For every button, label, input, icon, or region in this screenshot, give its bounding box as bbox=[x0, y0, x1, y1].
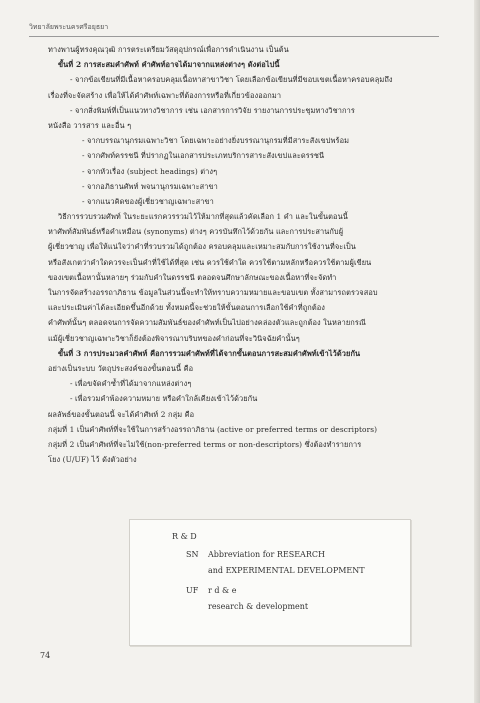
scope-note-tag: SN bbox=[186, 550, 199, 559]
bullet-line: - จากแนวคิดของผู้เชี่ยวชาญเฉพาะสาขา bbox=[82, 196, 214, 206]
running-header bbox=[29, 22, 439, 37]
text-line: วิธีการรวบรวมศัพท์ ในระยะแรกควรรวมไว้ให้มากที่สุดแล้วคัดเลือก 1 คำ และในขั้นตอนนี้ bbox=[58, 212, 348, 222]
text-line: ผลลัพธ์ของขั้นตอนนี้ จะได้คำศัพท์ 2 กลุ่ม คือ bbox=[48, 409, 195, 419]
text-line: อย่างเป็นระบบ วัตถุประสงค์ของขั้นตอนนี้ คือ bbox=[48, 363, 194, 373]
used-for-term: r d & e bbox=[208, 586, 237, 595]
text-line: โยง (U/UF) ไว้ ดังตัวอย่าง bbox=[48, 455, 137, 465]
text-line: และประเมินค่าได้ละเอียดขึ้นอีกด้วย ทั้งหมดนี้จะช่วยให้ขั้นตอนการเลือกใช้คำที่ถูกต้อง bbox=[48, 303, 325, 313]
step-heading: ขั้นที่ 3 การประมวลคำศัพท์ คือการรวมคำศัพท์ที่ได้จากขั้นตอนการสะสมคำศัพท์เข้าไว้ด้วยกัน bbox=[58, 348, 361, 358]
used-for-term: research & development bbox=[208, 602, 309, 611]
example-term: R & D bbox=[172, 532, 197, 541]
text-line: เรื่องที่จะจัดสร้าง เพื่อให้ได้คำศัพท์เฉพาะที่ต้องการหรือที่เกี่ยวข้องออกมา bbox=[48, 90, 282, 100]
bullet-line: - จากหัวเรื่อง (subject headings) ต่างๆ bbox=[82, 166, 218, 176]
page-number: 74 bbox=[40, 651, 51, 660]
page-edge-shadow bbox=[474, 0, 480, 703]
text-line: คำศัพท์นั้นๆ ตลอดจนการจัดความสัมพันธ์ของคำศัพท์เป็นไปอย่างคล่องตัวและถูกต้อง ในหลายกรณี bbox=[48, 318, 366, 328]
bullet-line: - จากอภิธานศัพท์ พจนานุกรมเฉพาะสาขา bbox=[82, 181, 218, 191]
step-heading: ขั้นที่ 2 การสะสมคำศัพท์ คำศัพท์อาจได้มาจากแหล่งต่างๆ ดังต่อไปนี้ bbox=[58, 60, 280, 70]
text-line: หนังสือ วารสาร และอื่น ๆ bbox=[48, 120, 132, 130]
scope-note-line: Abbreviation for RESEARCH bbox=[208, 550, 325, 559]
text-line: แม้ผู้เชี่ยวชาญเฉพาะวิชาก็ยังต้องพิจารณาบริบทของคำก่อนที่จะวินิจฉัยคำนั้นๆ bbox=[48, 333, 300, 343]
bullet-line: - จากสิ่งพิมพ์ที่เป็นแนวทางวิชาการ เช่น เอกสารการวิจัย รายงานการประชุมทางวิชาการ bbox=[70, 105, 355, 115]
text-line: กลุ่มที่ 2 เป็นคำศัพท์ที่จะไม่ใช้(non-preferred terms or non-descriptors) ซึ่งต้องทำรายการ bbox=[48, 439, 362, 449]
bullet-line: - จากบรรณานุกรมเฉพาะวิชา โดยเฉพาะอย่างยิ่งบรรณานุกรมที่มีสาระสังเขปพร้อม bbox=[82, 136, 350, 146]
text-line: ทางพานผู้ทรงคุณวุฒิ การตระเตรียมวัสดุอุปกรณ์เพื่อการดำเนินงาน เป็นต้น bbox=[48, 45, 289, 54]
text-line: กลุ่มที่ 1 เป็นคำศัพท์ที่จะใช้ในการสร้างอรรถาภิธาน (active or preferred terms or descriptors) bbox=[48, 424, 378, 434]
bullet-line: - จากข้อเขียนที่มีเนื้อหาครอบคลุมเนื้อหาสาขาวิชา โดยเลือกข้อเขียนที่มีขอบเขตเนื้อหาครอบคลุมถึง bbox=[70, 75, 393, 85]
bullet-line: - จากศัพท์ครรชนี ที่ปรากฏในเอกสารประเภทบริการสาระสังเขปและดรรชนี bbox=[82, 151, 325, 161]
used-for-tag: UF bbox=[186, 586, 199, 595]
text-line: หรือสังเกตว่าคำใดควรจะเป็นคำที่ใช้ได้ที่สุด เช่น ควรใช้คำใด ควรใช้ตามหลักหรือควรใช้ตามผู้เขียน bbox=[48, 257, 372, 267]
thesaurus-example-box bbox=[129, 519, 411, 646]
text-line: หาศัพท์สัมพันธ์หรือคำเหมือน (synonyms) ต่างๆ ควรบันทึกไว้ด้วยกัน และการประสานกับผู้ bbox=[48, 227, 344, 237]
header-title: วิทยาลัยพระนครศรีอยุธยา bbox=[29, 23, 109, 31]
bullet-line: - เพื่อรวมคำพ้องความหมาย หรือคำใกล้เคียงเข้าไว้ด้วยกัน bbox=[70, 394, 258, 404]
bullet-line: - เพื่อขจัดคำซ้ำที่ได้มาจากแหล่งต่างๆ bbox=[70, 379, 192, 389]
text-line: ผู้เชี่ยวชาญ เพื่อให้แน่ใจว่าคำที่รวบรวมได้ถูกต้อง ครอบคลุมและเหมาะสมกับการใช้งานที่จะเป็น bbox=[48, 242, 356, 252]
text-line: ของเขตเนื้อหานั้นหลายๆ ร่วมกับคำในดรรชนี ตลอดจนศึกษาลักษณะของเนื้อหาที่จะจัดทำ bbox=[48, 272, 337, 282]
body-text bbox=[48, 42, 424, 467]
scope-note-line: and EXPERIMENTAL DEVELOPMENT bbox=[208, 566, 365, 575]
text-line: ในการจัดสร้างอรรถาภิธาน ข้อมูลในส่วนนี้จะทำให้ทราบความหมายและขอบเขต ทั้งสามารถตรวจสอบ bbox=[48, 288, 378, 297]
